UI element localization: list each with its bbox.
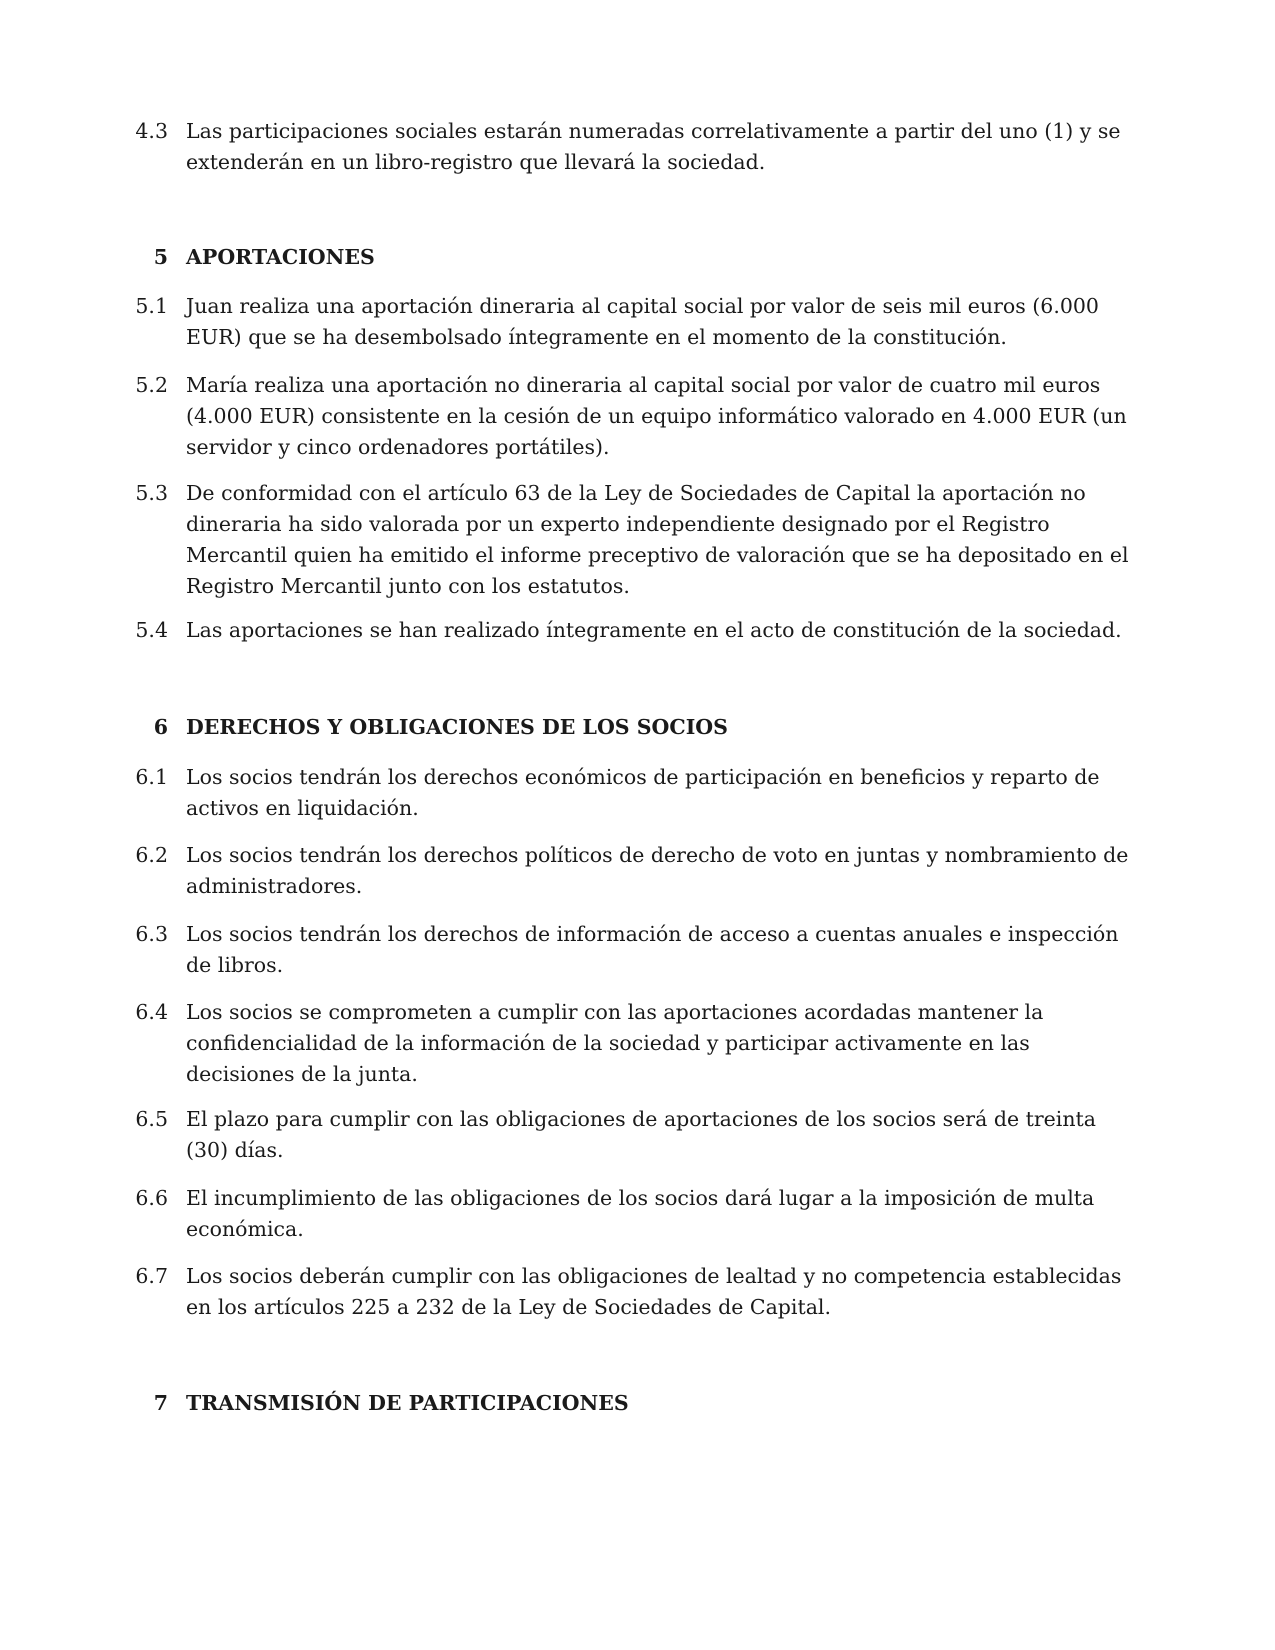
clause-number: 6.4 <box>135 1000 168 1024</box>
clause-text: El plazo para cumplir con las obligaciones de aportaciones de los socios será de treinta (30) días. <box>186 1107 1096 1162</box>
clause-6-4 <box>0 997 1275 1090</box>
clause-5-2 <box>0 370 1275 463</box>
clause-number: 6.7 <box>135 1264 168 1288</box>
clause-6-3 <box>0 919 1275 981</box>
clause-6-5 <box>0 1104 1275 1166</box>
clause-number: 6.6 <box>135 1186 168 1210</box>
clause-6-1 <box>0 762 1275 824</box>
clause-text: Los socios se comprometen a cumplir con las aportaciones acordadas mantener la confidencialidad de la información de la sociedad y participar activamente en las decisiones de la junta. <box>186 1000 1044 1086</box>
clause-number: 6.1 <box>135 765 168 789</box>
clause-6-7 <box>0 1261 1275 1323</box>
clause-text: Los socios tendrán los derechos políticos de derecho de voto en juntas y nombramiento de administradores. <box>186 843 1129 898</box>
clause-text: María realiza una aportación no dineraria al capital social por valor de cuatro mil euros (4.000 EUR) consistente en la cesión de un equipo informático valorado en 4.000 EUR (un servidor y cinco ordenadores portátiles). <box>186 373 1127 459</box>
section-title: APORTACIONES <box>186 245 375 269</box>
clause-text: Los socios tendrán los derechos económicos de participación en beneficios y reparto de activos en liquidación. <box>186 765 1100 820</box>
clause-5-4 <box>0 615 1275 646</box>
section-title: DERECHOS Y OBLIGACIONES DE LOS SOCIOS <box>186 715 728 739</box>
clause-text: El incumplimiento de las obligaciones de los socios dará lugar a la imposición de multa económica. <box>186 1186 1095 1241</box>
clause-number: 5.4 <box>135 618 168 642</box>
clause-6-6 <box>0 1183 1275 1245</box>
section-heading-5 <box>0 242 1275 273</box>
clause-text: Las participaciones sociales estarán numeradas correlativamente a partir del uno (1) y se extenderán en un libro-registro que llevará la sociedad. <box>186 119 1121 174</box>
section-number: 5 <box>153 245 168 269</box>
clause-number: 6.2 <box>135 843 168 867</box>
section-heading-6 <box>0 712 1275 743</box>
clause-number: 6.3 <box>135 922 168 946</box>
clause-text: Las aportaciones se han realizado íntegramente en el acto de constitución de la sociedad. <box>186 618 1122 642</box>
clause-text: Juan realiza una aportación dineraria al capital social por valor de seis mil euros (6.000 EUR) que se ha desembolsado íntegramente en el momento de la constitución. <box>186 294 1099 349</box>
clause-number: 4.3 <box>135 119 168 143</box>
clause-6-2 <box>0 840 1275 902</box>
clause-number: 5.2 <box>135 373 168 397</box>
clause-number: 6.5 <box>135 1107 168 1131</box>
clause-4-3 <box>0 116 1275 178</box>
section-number: 6 <box>153 715 168 739</box>
clause-text: De conformidad con el artículo 63 de la Ley de Sociedades de Capital la aportación no dineraria ha sido valorada por un experto independiente designado por el Registro Mercantil quien ha emitido el informe preceptivo de valoración que se ha depositado en el Registro Mercantil junto con los estatutos. <box>186 481 1129 598</box>
clause-text: Los socios deberán cumplir con las obligaciones de lealtad y no competencia establecidas en los artículos 225 a 232 de la Ley de Sociedades de Capital. <box>186 1264 1122 1319</box>
clause-5-3 <box>0 478 1275 602</box>
clause-number: 5.3 <box>135 481 168 505</box>
section-title: TRANSMISIÓN DE PARTICIPACIONES <box>186 1391 629 1415</box>
clause-5-1 <box>0 291 1275 353</box>
clause-number: 5.1 <box>135 294 168 318</box>
section-heading-7 <box>0 1388 1275 1419</box>
section-number: 7 <box>153 1391 168 1415</box>
clause-text: Los socios tendrán los derechos de información de acceso a cuentas anuales e inspección de libros. <box>186 922 1119 977</box>
